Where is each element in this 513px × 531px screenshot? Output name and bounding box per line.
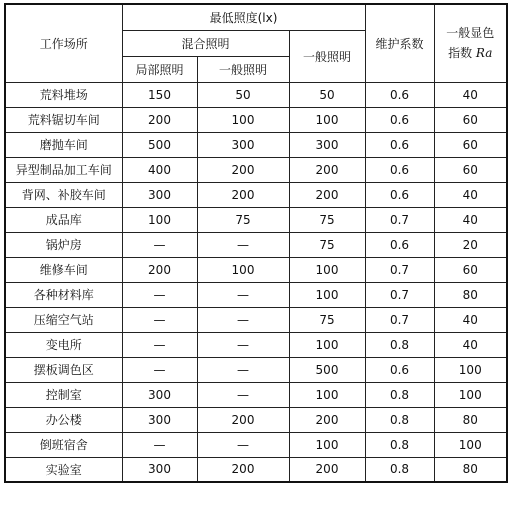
- cell-local-lighting: 100: [122, 207, 197, 232]
- cell-mixed-general-lighting: 50: [197, 82, 289, 107]
- cell-workplace: 磨抛车间: [5, 132, 122, 157]
- cell-general-lighting: 100: [289, 107, 365, 132]
- table-row: [5, 257, 507, 282]
- cell-workplace: 摆板调色区: [5, 357, 122, 382]
- illuminance-table-wrapper: [4, 3, 508, 483]
- cell-cri-ra: 60: [434, 257, 507, 282]
- cell-workplace: 变电所: [5, 332, 122, 357]
- cell-workplace: 异型制品加工车间: [5, 157, 122, 182]
- cell-maintenance-factor: 0.8: [365, 457, 434, 482]
- cell-cri-ra: 60: [434, 107, 507, 132]
- cell-maintenance-factor: 0.8: [365, 407, 434, 432]
- table-row: [5, 82, 507, 107]
- table-body: [5, 82, 507, 482]
- cell-local-lighting: —: [122, 357, 197, 382]
- cell-maintenance-factor: 0.6: [365, 182, 434, 207]
- cell-general-lighting: 300: [289, 132, 365, 157]
- cell-general-lighting: 100: [289, 332, 365, 357]
- cell-workplace: 压缩空气站: [5, 307, 122, 332]
- table-row: [5, 132, 507, 157]
- cell-general-lighting: 100: [289, 432, 365, 457]
- table-row: [5, 432, 507, 457]
- cell-local-lighting: 200: [122, 257, 197, 282]
- cell-local-lighting: —: [122, 307, 197, 332]
- cell-workplace: 维修车间: [5, 257, 122, 282]
- cell-mixed-general-lighting: 100: [197, 107, 289, 132]
- cell-local-lighting: 200: [122, 107, 197, 132]
- cell-maintenance-factor: 0.6: [365, 132, 434, 157]
- cell-general-lighting: 200: [289, 407, 365, 432]
- cell-workplace: 荒料堆场: [5, 82, 122, 107]
- cell-general-lighting: 100: [289, 382, 365, 407]
- cell-mixed-general-lighting: —: [197, 357, 289, 382]
- table-row: [5, 407, 507, 432]
- cell-maintenance-factor: 0.8: [365, 432, 434, 457]
- cell-cri-ra: 80: [434, 457, 507, 482]
- table-row: [5, 282, 507, 307]
- cell-maintenance-factor: 0.7: [365, 257, 434, 282]
- cell-cri-ra: 100: [434, 357, 507, 382]
- cell-workplace: 成品库: [5, 207, 122, 232]
- cell-general-lighting: 200: [289, 157, 365, 182]
- header-mixed-general-lighting: 一般照明: [197, 56, 289, 82]
- table-row: [5, 382, 507, 407]
- cell-cri-ra: 100: [434, 432, 507, 457]
- cell-mixed-general-lighting: —: [197, 232, 289, 257]
- cell-workplace: 锅炉房: [5, 232, 122, 257]
- cell-mixed-general-lighting: 75: [197, 207, 289, 232]
- cell-maintenance-factor: 0.7: [365, 207, 434, 232]
- cell-cri-ra: 100: [434, 382, 507, 407]
- cell-workplace: 办公楼: [5, 407, 122, 432]
- cell-mixed-general-lighting: 300: [197, 132, 289, 157]
- cell-cri-ra: 40: [434, 307, 507, 332]
- cell-workplace: 荒料锯切车间: [5, 107, 122, 132]
- cell-general-lighting: 200: [289, 457, 365, 482]
- header-cri-line1: 一般显色: [446, 26, 495, 41]
- cell-general-lighting: 200: [289, 182, 365, 207]
- cell-cri-ra: 60: [434, 132, 507, 157]
- table-header: [5, 4, 507, 82]
- header-local-lighting: 局部照明: [122, 56, 197, 82]
- cell-maintenance-factor: 0.7: [365, 307, 434, 332]
- cell-local-lighting: 400: [122, 157, 197, 182]
- cell-cri-ra: 80: [434, 407, 507, 432]
- header-general-lighting: 一般照明: [289, 30, 365, 82]
- cell-general-lighting: 500: [289, 357, 365, 382]
- cell-local-lighting: 500: [122, 132, 197, 157]
- cell-local-lighting: 300: [122, 407, 197, 432]
- cell-workplace: 控制室: [5, 382, 122, 407]
- cell-local-lighting: 150: [122, 82, 197, 107]
- table-row: [5, 107, 507, 132]
- cell-mixed-general-lighting: 200: [197, 157, 289, 182]
- cell-maintenance-factor: 0.8: [365, 332, 434, 357]
- cell-maintenance-factor: 0.7: [365, 282, 434, 307]
- table-row: [5, 332, 507, 357]
- cell-mixed-general-lighting: —: [197, 282, 289, 307]
- cell-local-lighting: —: [122, 332, 197, 357]
- cell-cri-ra: 40: [434, 207, 507, 232]
- cell-general-lighting: 100: [289, 257, 365, 282]
- cell-maintenance-factor: 0.6: [365, 232, 434, 257]
- cell-cri-ra: 40: [434, 82, 507, 107]
- table-row: [5, 182, 507, 207]
- cell-local-lighting: —: [122, 432, 197, 457]
- cell-maintenance-factor: 0.6: [365, 157, 434, 182]
- cell-maintenance-factor: 0.6: [365, 82, 434, 107]
- cell-mixed-general-lighting: 200: [197, 407, 289, 432]
- cell-general-lighting: 75: [289, 207, 365, 232]
- header-cri: [434, 4, 507, 82]
- cell-local-lighting: 300: [122, 382, 197, 407]
- cell-maintenance-factor: 0.6: [365, 107, 434, 132]
- table-row: [5, 457, 507, 482]
- header-maintenance-factor: 维护系数: [365, 4, 434, 82]
- header-workplace: 工作场所: [5, 4, 122, 82]
- cell-general-lighting: 50: [289, 82, 365, 107]
- table-row: [5, 207, 507, 232]
- table-row: [5, 157, 507, 182]
- header-cri-line2-prefix: 指数: [448, 46, 476, 61]
- cell-maintenance-factor: 0.6: [365, 357, 434, 382]
- table-row: [5, 232, 507, 257]
- cell-general-lighting: 75: [289, 307, 365, 332]
- cell-general-lighting: 75: [289, 232, 365, 257]
- cell-mixed-general-lighting: 200: [197, 182, 289, 207]
- illuminance-table: [4, 3, 508, 483]
- cell-workplace: 倒班宿舍: [5, 432, 122, 457]
- header-cri-symbol: Ra: [475, 46, 493, 61]
- header-min-illuminance: 最低照度(lx): [122, 4, 365, 30]
- cell-mixed-general-lighting: —: [197, 332, 289, 357]
- cell-cri-ra: 80: [434, 282, 507, 307]
- cell-cri-ra: 40: [434, 332, 507, 357]
- cell-local-lighting: 300: [122, 457, 197, 482]
- cell-mixed-general-lighting: 200: [197, 457, 289, 482]
- table-row: [5, 357, 507, 382]
- cell-cri-ra: 20: [434, 232, 507, 257]
- cell-local-lighting: —: [122, 282, 197, 307]
- cell-mixed-general-lighting: —: [197, 432, 289, 457]
- table-row: [5, 307, 507, 332]
- cell-cri-ra: 40: [434, 182, 507, 207]
- cell-local-lighting: 300: [122, 182, 197, 207]
- cell-cri-ra: 60: [434, 157, 507, 182]
- header-mixed-lighting: 混合照明: [122, 30, 289, 56]
- cell-maintenance-factor: 0.8: [365, 382, 434, 407]
- cell-local-lighting: —: [122, 232, 197, 257]
- cell-mixed-general-lighting: —: [197, 382, 289, 407]
- cell-general-lighting: 100: [289, 282, 365, 307]
- cell-workplace: 各种材料库: [5, 282, 122, 307]
- cell-workplace: 实验室: [5, 457, 122, 482]
- cell-mixed-general-lighting: —: [197, 307, 289, 332]
- cell-workplace: 背网、补胶车间: [5, 182, 122, 207]
- cell-mixed-general-lighting: 100: [197, 257, 289, 282]
